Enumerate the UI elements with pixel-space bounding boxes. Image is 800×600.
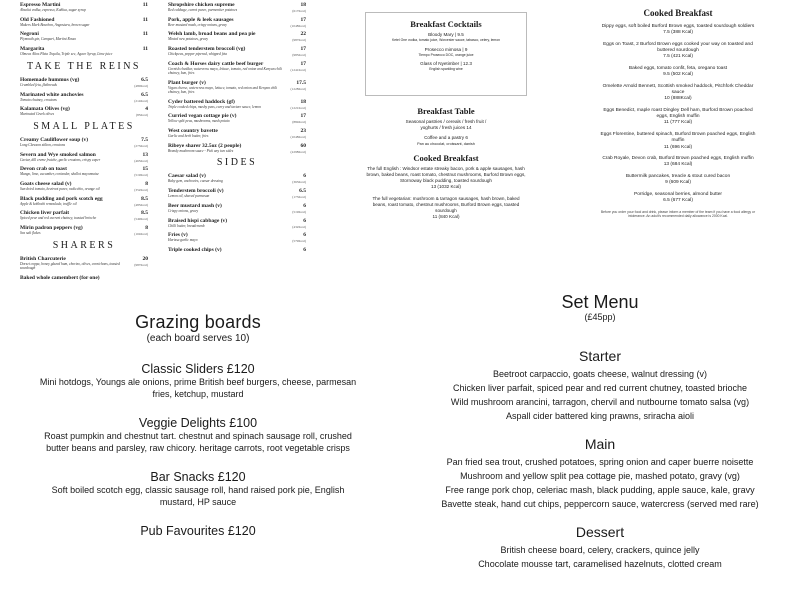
menu-item-name: Beer mustard mash (v) xyxy=(168,202,222,209)
item-desc: Baked eggs, tomato confit, feta, oregano toast xyxy=(628,66,728,72)
breakfast-cocktails-title: Breakfast Cocktails xyxy=(410,19,482,29)
item-desc: Crab Royale, Devon crab, Burford Brown poached eggs, English muffin xyxy=(602,156,754,162)
menu-item-name: Shropshire chicken supreme xyxy=(168,2,235,8)
menu-item-desc: Crumbled feta, flatbreads xyxy=(20,82,57,87)
menu-item xyxy=(168,80,306,94)
item-desc: The full vegetarian: mushroom & tarragon sausages, hash brown, baked beans, roast tomato, chestnut mushrooms, Burford Brown eggs, toasted sourdough xyxy=(372,196,520,213)
cocktail-name: Prosecco mimosa | 9 xyxy=(424,46,468,52)
cooked-breakfast-item xyxy=(598,108,758,127)
menu-item-name: Fries (v) xyxy=(168,232,188,239)
menu-item xyxy=(20,152,148,162)
item-price: 11 (840 Kcal) xyxy=(432,214,460,219)
cooked-breakfast-item xyxy=(598,24,758,36)
menu-item xyxy=(168,232,306,242)
menu-item xyxy=(20,2,148,12)
item-desc: Buttermilk pancakes, treacle & stout cured bacon xyxy=(625,174,731,180)
menu-item-desc: Mango, lime, cucumber, coriander, shallot mayonnaise xyxy=(20,172,99,177)
item-price: 11 (696 Kcal) xyxy=(663,144,693,150)
menu-item-desc: Absolut vodka, espresso, Kahlua, sugar syrup xyxy=(20,8,86,12)
menu-item-name: Marinated white anchovies xyxy=(20,91,84,98)
menu-item-price: 11 xyxy=(142,2,148,8)
menu-item xyxy=(168,247,306,253)
menu-item-desc: Makers Mark Bourbon, Angostura, brown sugar xyxy=(20,22,90,27)
menu-item-name: Mirin padron peppers (vg) xyxy=(20,225,83,232)
menu-item-price: 6 xyxy=(303,202,306,209)
allergy-footnote: Before you order your food and drink, please inform a member of the team if you have a food allergy or intolerance. An adult's recommended daily allowance is 2000 Kcal. xyxy=(600,209,756,218)
menu-item xyxy=(20,46,148,56)
section-title-small-plates: SMALL PLATES xyxy=(33,120,135,132)
menu-item-kcal: (352Kcal) xyxy=(134,188,148,193)
menu-item-price: 13 xyxy=(142,151,148,158)
menu-item-price: 20 xyxy=(142,255,148,262)
main-menu-page xyxy=(18,2,308,300)
menu-item-name: Pork, apple & leek sausages xyxy=(168,16,234,23)
menu-item-kcal: (617Kcal) xyxy=(292,9,306,13)
course-dessert xyxy=(425,524,775,571)
menu-item xyxy=(20,225,148,235)
menu-item xyxy=(20,137,148,147)
cocktail-desc: Ketel One vodka, tomato juice, Worcester sauce, tabasco, celery, lemon xyxy=(391,38,501,42)
menu-item-desc: Olmeca Altos Plata Tequila, Triple sec, Agave Syrup, Lime juice xyxy=(20,52,113,57)
cooked-breakfast-item xyxy=(598,192,758,204)
cocktail-item xyxy=(366,47,526,58)
menu-item xyxy=(168,173,306,183)
section-title-sharers: SHARERS xyxy=(52,239,116,251)
breakfast-table-item xyxy=(365,119,527,131)
cocktail-name: Glass of Nyetimber | 12.3 xyxy=(420,61,472,66)
menu-item-price: 6.5 xyxy=(141,91,148,98)
menu-item-name: Chicken liver parfait xyxy=(20,210,70,217)
menu-item-name: Espresso Martini xyxy=(20,2,61,8)
board-item xyxy=(38,416,358,454)
course-dish: British cheese board, celery, crackers, quince jelly xyxy=(500,545,700,555)
breakfast-table-title: Breakfast Table xyxy=(417,106,475,116)
menu-item-price: 11 xyxy=(142,46,148,53)
item-price: 10 (888Kcal) xyxy=(664,96,692,102)
menu-item-kcal: (1241Kcal) xyxy=(290,67,306,72)
menu-column-left xyxy=(20,2,148,285)
menu-item-price: 17 xyxy=(300,60,306,67)
menu-item-kcal: (214Kcal) xyxy=(134,98,148,103)
menu-item xyxy=(20,210,148,220)
menu-item-desc: Apple & kohlrabi remoulade, truffle oil xyxy=(20,201,77,206)
menu-item-name: Homemade hummus (vg) xyxy=(20,76,80,83)
menu-item-kcal: (987Kcal) xyxy=(292,38,306,43)
breakfast-cocktails-card xyxy=(365,12,527,96)
mains-list xyxy=(168,2,306,153)
menu-item-kcal: (465Kcal) xyxy=(134,158,148,163)
menu-item-name: Severn and Wye smoked salmon xyxy=(20,151,96,158)
menu-item xyxy=(20,181,148,191)
menu-item-desc: Cornish cheddar, watercress mayo, lettuce, tomato, red onion and Kenyan chili chutney, bun, fries xyxy=(168,66,282,76)
menu-item-kcal: (104Kcal) xyxy=(134,232,148,237)
menu-item xyxy=(20,77,148,87)
menu-item-kcal: (884Kcal) xyxy=(292,120,306,125)
course-dish: Free range pork chop, celeriac mash, black pudding, apple sauce, kale, gravy xyxy=(445,485,755,495)
cocktail-list xyxy=(20,2,148,56)
item-desc: Eggs on Toast, 2 Burford Brown eggs cooked your way on toasted and buttered sourdough xyxy=(603,41,753,54)
menu-item-kcal: (579Kcal) xyxy=(292,239,306,244)
menu-item-price: 15 xyxy=(142,166,148,173)
menu-item-kcal: (1228Kcal) xyxy=(290,86,306,91)
section-title-sides: SIDES xyxy=(216,157,258,169)
cooked-breakfast-item xyxy=(598,132,758,151)
course-dish: Beetroot carpaccio, goats cheese, walnut dressing (v) xyxy=(492,369,708,379)
menu-item-price: 6 xyxy=(303,217,306,224)
reins-list xyxy=(20,77,148,117)
menu-item-name: Welsh lamb, broad beans and pea pie xyxy=(168,31,256,38)
menu-item-desc: Brandy mushroom sauce - Pick any two sides xyxy=(168,148,234,153)
menu-item-name: West country bavette xyxy=(168,128,218,135)
cocktail-item xyxy=(366,61,526,72)
menu-item xyxy=(168,17,306,27)
cooked-breakfast-list xyxy=(598,24,758,204)
menu-item-desc: Yellow split peas, mushrooms, mash potato xyxy=(168,119,230,124)
menu-item-kcal: (85Kcal) xyxy=(135,113,148,118)
item-price: 13 (1032 Kcal) xyxy=(431,184,461,189)
menu-item xyxy=(20,166,148,176)
board-desc: Soft boiled scotch egg, classic sausage roll, hand raised pork pie, English mustard, HP sauce xyxy=(51,485,345,507)
menu-item-kcal: (273Kcal) xyxy=(134,143,148,148)
menu-item-desc: Chilli butter, breadcrumb xyxy=(168,223,205,228)
menu-item-price: 11 xyxy=(142,31,148,38)
menu-item-name: Black pudding and pork scotch egg xyxy=(20,195,103,202)
menu-item-kcal: (173Kcal) xyxy=(292,195,306,200)
menu-item-desc: Minted new potatoes, gravy xyxy=(168,37,208,42)
menu-item-desc: Garlic and herb butter, fries xyxy=(168,134,209,139)
menu-item-name: British Charcuterie xyxy=(20,255,66,262)
menu-item-name: Devon crab on toast xyxy=(20,166,67,173)
menu-item xyxy=(168,99,306,109)
menu-item-desc: Vegan cheese, watercress mayo, lettuce, tomato, red onion and Kenyan chili chutney, bun, fries xyxy=(168,85,278,94)
sharers-list xyxy=(20,256,148,281)
menu-item-desc: Lemon oil, shaved parmesan xyxy=(168,194,210,199)
menu-item xyxy=(168,218,306,228)
menu-item-desc: Long Clawson stilton, croutons xyxy=(20,142,65,147)
menu-item-name: Kalamata Olives (vg) xyxy=(20,106,70,113)
grazing-title: Grazing boards xyxy=(135,312,261,332)
item-price: 9.5 (502 Kcal) xyxy=(663,72,693,78)
menu-item-kcal: (480Kcal) xyxy=(134,83,148,88)
menu-item-price: 17 xyxy=(300,113,306,120)
grazing-boards-section xyxy=(38,310,358,539)
menu-item-price: 8 xyxy=(145,225,148,232)
course-dish: Aspall cider battered king prawns, sriracha aioli xyxy=(505,411,695,421)
cooked-breakfast-page xyxy=(598,8,758,218)
menu-item-desc: Harissa garlic mayo xyxy=(168,238,198,243)
item-price: 6.5 (677 Kcal) xyxy=(663,198,693,204)
menu-item-name: Negroni xyxy=(20,31,39,38)
sides-list xyxy=(168,173,306,253)
board-desc: Roast pumpkin and chestnut tart. chestnut and spinach sausage roll, crushed butter beans and parsley, raw chicory. heritage carrots, root vegetable crisps xyxy=(44,431,352,453)
cooked-breakfast-title: Cooked Breakfast xyxy=(413,153,479,163)
menu-item-desc: Baby gem, anchovies, caesar dressing xyxy=(168,179,223,184)
course-dish: Chicken liver parfait, spiced pear and red current chutney, toasted brioche xyxy=(453,383,747,393)
menu-item xyxy=(168,46,306,56)
menu-item-name: Tenderstem broccoli (v) xyxy=(168,188,224,195)
menu-item-desc: Dorset coppa, honey glazed ham, chorizo, olives, cornichons, toasted sourdough xyxy=(20,261,120,271)
menu-item-kcal: (2298Kcal) xyxy=(290,149,306,154)
cooked-breakfast-item xyxy=(598,156,758,168)
menu-item xyxy=(168,143,306,153)
board-item xyxy=(38,470,358,508)
item-desc: Eggs Florentine, buttered spinach, Burford Brown poached eggs, English muffin xyxy=(600,132,756,144)
menu-item-desc: Caviar, dill creme fraiche, garlic croutons, crispy caper xyxy=(20,157,101,162)
menu-item-kcal: (985Kcal) xyxy=(292,53,306,58)
item-desc: Omelette Arnold Bennett, Scottish smoked haddock, Pitchfork Cheddar sauce xyxy=(602,83,754,96)
item-desc: Dippy eggs, soft boiled Burford Brown eggs, toasted sourdough soldiers xyxy=(601,24,755,29)
menu-item-price: 7.5 xyxy=(141,136,148,143)
menu-item-name: Coach & Horses dairy cattle beef burger xyxy=(168,60,264,67)
menu-item-name: Goats cheese salad (v) xyxy=(20,181,72,188)
menu-item-price: 6 xyxy=(303,246,306,253)
course-title: Main xyxy=(584,436,616,452)
menu-item-desc: Sun dried tomato, beetroot puree, radicchio, orange oil xyxy=(20,187,100,192)
menu-item-kcal: (1221Kcal) xyxy=(290,105,306,110)
menu-item-price: 6 xyxy=(303,232,306,239)
menu-item-price: 8.5 xyxy=(141,195,148,202)
menu-item-name: Cyder battered haddock (gf) xyxy=(168,98,235,105)
cooked-breakfast-item xyxy=(598,174,758,186)
cooked-breakfast-item xyxy=(598,42,758,61)
item-line: yoghurts / fresh juices 14 xyxy=(420,125,472,130)
menu-item-kcal: (363Kcal) xyxy=(292,180,306,185)
menu-item-price: 18 xyxy=(300,98,306,105)
menu-item-price: 23 xyxy=(300,128,306,135)
course-starter xyxy=(425,348,775,423)
cooked-breakfast-item xyxy=(598,66,758,78)
menu-item-price: 17 xyxy=(300,46,306,53)
item-line: Seasonal pastries / cereals / fresh fruit / xyxy=(405,119,487,124)
menu-item-price: 11 xyxy=(142,16,148,23)
item-line: Pan au chocolat, croissant, danish xyxy=(417,142,475,146)
course-main xyxy=(425,436,775,511)
set-menu-price: (£45pp) xyxy=(584,312,616,322)
menu-item-price: 60 xyxy=(300,142,306,149)
item-price: 13 (684 Kcal) xyxy=(663,162,693,168)
menu-item-kcal: (519Kcal) xyxy=(134,173,148,178)
menu-item-kcal: (987Kcal) xyxy=(134,262,148,267)
menu-item-price: 17.5 xyxy=(296,79,306,86)
menu-item-desc: Chickpeas, pepper piperad, whipped feta xyxy=(168,52,228,57)
item-desc: Eggs Benedict, maple roast Dingley Dell ham, Burford Brown poached eggs, English muffin xyxy=(603,108,753,120)
board-item xyxy=(38,362,358,400)
menu-column-right xyxy=(168,2,306,257)
section-title-reins: TAKE THE REINS xyxy=(26,60,141,72)
menu-item-price: 8.5 xyxy=(141,210,148,217)
set-menu-section xyxy=(425,292,775,584)
menu-item-price: 4 xyxy=(145,106,148,113)
menu-item-name: Triple cooked chips (v) xyxy=(168,246,222,253)
menu-item xyxy=(20,256,148,270)
menu-item xyxy=(20,17,148,27)
cooked-breakfast-heading: Cooked Breakfast xyxy=(643,8,713,18)
menu-item-desc: Tomato chutney, croutons xyxy=(20,97,57,102)
menu-item-desc: Triple cooked chips, mushy peas, curry and tartare sauce, lemon xyxy=(168,104,261,109)
cooked-item xyxy=(365,196,527,220)
item-price: 7.5 (388 Kcal) xyxy=(663,30,693,36)
course-title: Starter xyxy=(578,348,621,364)
menu-item xyxy=(20,92,148,102)
menu-item-name: Braised hispi cabbage (v) xyxy=(168,217,228,224)
board-title: Veggie Delights £100 xyxy=(138,416,258,430)
menu-item xyxy=(20,31,148,41)
menu-item-desc: Plymouth gin, Campari, Martini Rosso xyxy=(20,37,77,42)
menu-item-kcal: (519Kcal) xyxy=(292,209,306,214)
menu-item xyxy=(168,113,306,123)
menu-item-kcal: (549Kcal) xyxy=(134,217,148,222)
menu-item xyxy=(168,2,306,12)
board-item xyxy=(38,524,358,538)
item-desc: The full English : Windsor estate streaky bacon, pork & apple sausages, hash brown, baked beans, roast tomato, chestnut mushrooms, Burford Brown eggs, Stornoway black pudding, toasted sourdough xyxy=(366,166,526,183)
item-price: 7.5 (421 Kcal) xyxy=(663,54,693,60)
cocktail-desc: Tiempo Prosecco DOC, orange juice xyxy=(418,52,474,57)
menu-item-kcal: (432Kcal) xyxy=(292,224,306,229)
item-price: 11 (777 Kcal) xyxy=(663,120,693,126)
menu-item xyxy=(20,106,148,116)
menu-item-name: Plant burger (v) xyxy=(168,79,206,86)
breakfast-table-page xyxy=(365,100,527,224)
menu-item-price: 6.5 xyxy=(299,188,306,195)
menu-item-desc: Spiced pear and red current chutney, toasted brioche xyxy=(20,216,97,221)
menu-item xyxy=(168,31,306,41)
menu-item-name: Baked whole camembert (for one) xyxy=(20,274,100,281)
cocktail-desc: English sparkling wine xyxy=(429,67,463,71)
menu-item-kcal: (1048Kcal) xyxy=(290,23,306,28)
menu-item-price: 6 xyxy=(303,173,306,180)
set-menu-courses xyxy=(425,348,775,571)
menu-item xyxy=(168,203,306,213)
item-desc: Porridge, seasonal berries, almond butter xyxy=(634,192,722,198)
menu-item-price: 22 xyxy=(300,31,306,38)
menu-item xyxy=(20,275,148,281)
breakfast-table-item xyxy=(365,135,527,147)
menu-item-desc: Crispy onions, gravy xyxy=(168,208,199,213)
menu-item-kcal: (1048Kcal) xyxy=(290,135,306,140)
menu-item-price: 18 xyxy=(300,2,306,8)
cooked-item xyxy=(365,166,527,190)
cooked-breakfast-item xyxy=(598,84,758,103)
board-desc: Mini hotdogs, Youngs ale onions, prime British beef burgers, cheese, parmesan fries, ketchup, mustard xyxy=(39,377,357,399)
course-dish: Bavette steak, hand cut chips, peppercorn sauce, watercress (served med rare) xyxy=(441,499,759,509)
menu-item-desc: Red cabbage, carrot puree, parmentier potatoes xyxy=(168,8,238,12)
menu-item-desc: Sea salt flakes xyxy=(20,231,41,236)
menu-item-desc: Marinated Greek olives xyxy=(20,112,54,117)
course-dish: Mushroom and yellow split pea cottage pie, mashed potato, gravy (vg) xyxy=(460,471,740,481)
menu-item xyxy=(168,188,306,198)
menu-item-price: 17 xyxy=(300,16,306,23)
menu-item-name: Roasted tenderstem broccoli (vg) xyxy=(168,46,246,53)
menu-item xyxy=(168,61,306,75)
menu-item-name: Ribeye sharer 32.5oz (2 people) xyxy=(168,142,242,149)
menu-item xyxy=(168,128,306,138)
menu-item-price: 8 xyxy=(145,181,148,188)
menu-item-name: Caesar salad (v) xyxy=(168,173,206,180)
course-dish: Wild mushroom arancini, tarragon, chervil and nutbourne tomato salsa (vg) xyxy=(450,397,750,407)
menu-item-desc: Beer mustard mash, crispy onions, gravy xyxy=(168,22,227,27)
course-title: Dessert xyxy=(575,524,625,540)
menu-item-kcal: (485Kcal) xyxy=(134,202,148,207)
menu-item-name: Creamy Cauliflower soup (v) xyxy=(20,136,89,143)
menu-item-name: Margarita xyxy=(20,46,45,53)
grazing-subtitle: (each board serves 10) xyxy=(146,333,250,344)
menu-item-name: Curried vegan cottage pie (v) xyxy=(168,113,237,120)
course-dish: Pan fried sea trout, crushed potatoes, spring onion and caper buerre noisette xyxy=(446,457,754,467)
item-line: Coffee and a pastry 6 xyxy=(424,135,468,140)
course-dish: Chocolate mousse tart, caramelised hazelnuts, clotted cream xyxy=(478,559,722,569)
item-price: 9 (609 Kcal) xyxy=(665,180,691,186)
cocktail-name: Bloody Mary | 9.5 xyxy=(428,32,464,37)
cocktail-item xyxy=(366,32,526,43)
menu-item-price: 6.5 xyxy=(141,76,148,83)
board-title: Classic Sliders £120 xyxy=(141,362,255,376)
menu-item xyxy=(20,196,148,206)
menu-item-name: Old Fashioned xyxy=(20,16,55,23)
board-title: Bar Snacks £120 xyxy=(150,470,246,484)
board-title: Pub Favourites £120 xyxy=(140,524,256,538)
small-plates-list xyxy=(20,137,148,235)
set-menu-title: Set Menu xyxy=(561,292,639,312)
